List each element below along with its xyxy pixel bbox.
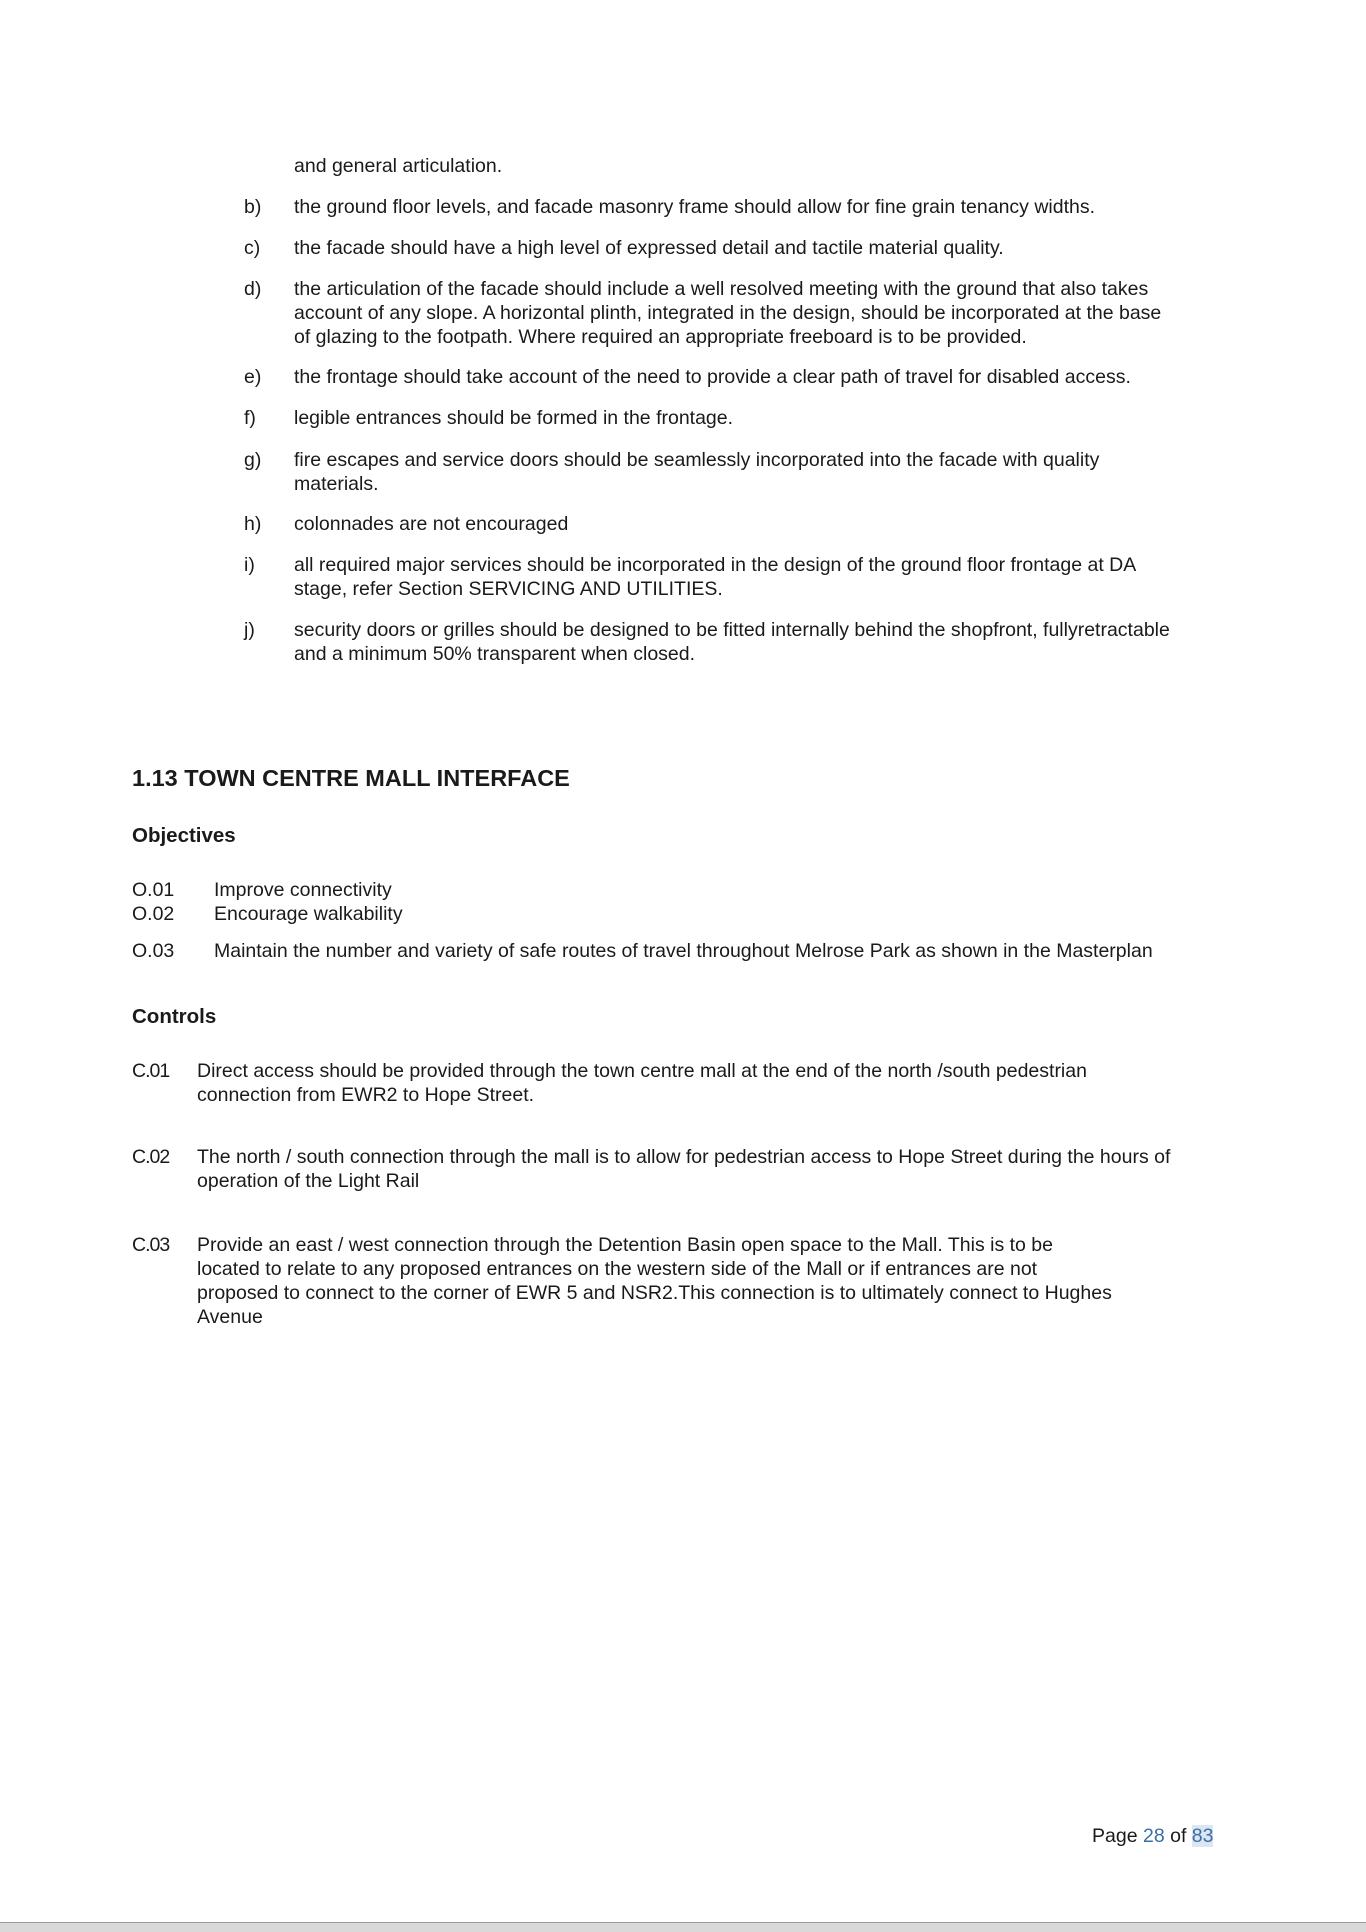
objective-code: O.02 [132, 903, 175, 925]
text-line: and a minimum 50% transparent when closed. [294, 643, 696, 665]
control-code: C.01 [132, 1060, 170, 1082]
current-page-number: 28 [1142, 1825, 1165, 1847]
text-line: colonnades are not encouraged [294, 513, 569, 535]
objective-code: O.01 [132, 879, 175, 901]
text-line: stage, refer Section SERVICING AND UTILITIES. [294, 578, 723, 600]
control-code: C.02 [132, 1146, 170, 1168]
text-line: Avenue [197, 1306, 263, 1328]
objectives-heading: Objectives [132, 824, 236, 847]
section-title: 1.13 TOWN CENTRE MALL INTERFACE [132, 765, 570, 791]
text-line: all required major services should be incorporated in the design of the ground floor frontage at DA [294, 554, 1137, 576]
objective-code: O.03 [132, 940, 175, 962]
list-marker: i) [244, 554, 255, 576]
control-code: C.03 [132, 1234, 170, 1256]
objective-text: Maintain the number and variety of safe routes of travel throughout Melrose Park as shown in the Masterplan [214, 940, 1153, 962]
list-marker: c) [244, 237, 261, 259]
total-pages-number: 83 [1191, 1825, 1214, 1847]
objective-text: Improve connectivity [214, 879, 392, 901]
text-line: fire escapes and service doors should be seamlessly incorporated into the facade with quality [294, 449, 1100, 471]
continuation-text: and general articulation. [294, 155, 503, 177]
list-marker: f) [244, 407, 256, 429]
list-marker: h) [244, 513, 262, 535]
page-word: Page [1092, 1825, 1138, 1847]
list-item-text [294, 618, 1278, 666]
text-line: operation of the Light Rail [197, 1170, 420, 1192]
list-item-text [294, 195, 1278, 219]
text-line: located to relate to any proposed entrances on the western side of the Mall or if entrances are not [197, 1258, 1038, 1280]
text-line: of glazing to the footpath. Where required an appropriate freeboard is to be provided. [294, 326, 1027, 348]
of-word: of [1170, 1825, 1187, 1847]
list-marker: j) [244, 619, 255, 641]
text-line: The north / south connection through the mall is to allow for pedestrian access to Hope Street during the hours of [197, 1146, 1171, 1168]
list-item-text [294, 236, 1278, 260]
list-marker: g) [244, 449, 262, 471]
page-number [1092, 1824, 1213, 1848]
text-line: the facade should have a high level of expressed detail and tactile material quality. [294, 237, 1004, 259]
text-line: the ground floor levels, and facade masonry frame should allow for fine grain tenancy widths. [294, 196, 1096, 218]
text-line: Provide an east / west connection through the Detention Basin open space to the Mall. This is to be [197, 1234, 1053, 1256]
list-item-text [294, 365, 1278, 389]
list-item-text [294, 448, 1278, 496]
list-marker: e) [244, 366, 262, 388]
list-marker: d) [244, 278, 262, 300]
text-line: account of any slope. A horizontal plinth, integrated in the design, should be incorporated at the base [294, 302, 1162, 324]
text-line: the frontage should take account of the need to provide a clear path of travel for disabled access. [294, 366, 1131, 388]
control-text [197, 1059, 1282, 1107]
list-item-text [294, 553, 1278, 601]
control-text [197, 1145, 1282, 1193]
list-marker: b) [244, 196, 262, 218]
text-line: legible entrances should be formed in the frontage. [294, 407, 734, 429]
objective-text: Encourage walkability [214, 903, 403, 925]
list-item-text [294, 406, 1278, 430]
text-line: Direct access should be provided through the town centre mall at the end of the north /south pedestrian [197, 1060, 1087, 1082]
text-line: the articulation of the facade should include a well resolved meeting with the ground that also takes [294, 278, 1149, 300]
text-line: security doors or grilles should be designed to be fitted internally behind the shopfront, fullyretractable [294, 619, 1170, 641]
list-item-text [294, 277, 1278, 349]
control-text [197, 1233, 1282, 1329]
list-item-text [294, 512, 1278, 536]
text-line: materials. [294, 473, 379, 495]
controls-heading: Controls [132, 1005, 217, 1028]
text-line: proposed to connect to the corner of EWR 5 and NSR2.This connection is to ultimately connect to Hughes [197, 1282, 1112, 1304]
text-line: connection from EWR2 to Hope Street. [197, 1084, 535, 1106]
